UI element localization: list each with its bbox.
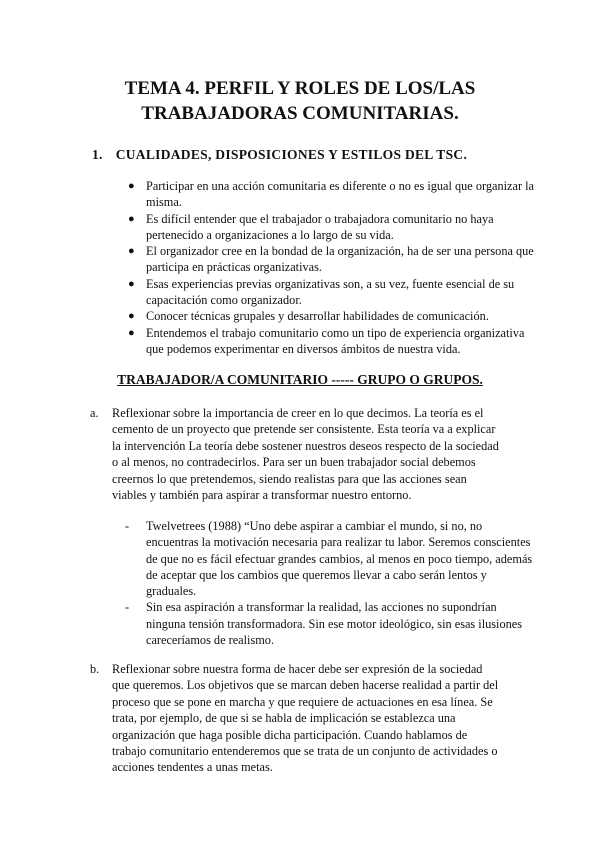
section-number: 1. — [92, 147, 103, 162]
document-title — [0, 76, 600, 126]
list-item — [128, 211, 536, 244]
section-heading-text: CUALIDADES, DISPOSICIONES Y ESTILOS DEL TSC. — [115, 147, 468, 162]
list-item — [125, 599, 536, 648]
bullet-text: Es difícil entender que el trabajador o trabajadora comunitario no haya pertenecido a organizaciones a lo largo de su vida. — [146, 211, 494, 242]
title-line-2: TRABAJADORAS COMUNITARIAS. — [141, 103, 459, 124]
list-item — [128, 276, 536, 309]
bullet-text: Participar en una acción comunitaria es diferente o no es igual que organizar la misma. — [146, 179, 534, 210]
section-heading — [92, 147, 467, 163]
paragraph-text: Reflexionar sobre la importancia de creer en lo que decimos. La teoría es el cemento de un proyecto que pretende ser consistente. Esta teoría va a explicar la intervención La teoría debe sostener nuestros deseos respecto de la sociedad o al menos, no contradecirlos. Para ser un buen trabajador social debemos creernos lo que pretendemos, siendo realistas para que las acciones sean viables y también para aspirar a transformar nuestro entorno. — [112, 406, 499, 503]
dash-list — [125, 518, 536, 648]
list-item — [125, 518, 536, 599]
bullet-text: Conocer técnicas grupales y desarrollar habilidades de comunicación. — [146, 309, 489, 324]
dash-icon: - — [125, 600, 130, 615]
subheading: TRABAJADOR/A COMUNITARIO ----- GRUPO O GRUPOS. — [117, 372, 483, 387]
bullet-icon: ● — [128, 310, 135, 323]
bullet-text: El organizador cree en la bondad de la organización, ha de ser una persona que participa en prácticas organizativas. — [146, 244, 534, 275]
bullet-text: Entendemos el trabajo comunitario como un tipo de experiencia organizativa que podemos experimentar en diversos ámbitos de nuestra vida. — [146, 325, 525, 356]
bullet-list — [128, 178, 536, 357]
bullet-icon: ● — [128, 277, 135, 290]
title-line-1: TEMA 4. PERFIL Y ROLES DE LOS/LAS — [124, 78, 476, 99]
paragraph-marker: a. — [90, 406, 99, 420]
list-item — [128, 243, 536, 276]
dash-item-text: Twelvetrees (1988) “Uno debe aspirar a cambiar el mundo, si no, no encuentras la motivación necesaria para realizar tu labor. Seremos conscientes de que no es fácil efectuar grandes cambios, al menos en poco tiempo, además de aceptar que los cambios que queremos llevar a cabo serán lentos y graduales. — [146, 519, 533, 599]
paragraph-marker: b. — [90, 662, 100, 676]
list-item — [128, 178, 536, 211]
paragraph-a — [90, 405, 502, 503]
paragraph-text: Reflexionar sobre nuestra forma de hacer debe ser expresión de la sociedad que queremos. Los objetivos que se marcan deben hacerse realidad a partir del proceso que se pone en marcha y que requiere de actuaciones en esa línea. Se trata, por ejemplo, de que si se habla de implicación se establezca una organización que haga posible dicha participación. Cuando hablamos de trabajo comunitario entenderemos que se trata de un conjunto de actividades o acciones tendentes a unas metas. — [112, 662, 499, 775]
dash-icon: - — [125, 519, 130, 533]
list-item — [128, 308, 536, 324]
bullet-text: Esas experiencias previas organizativas son, a su vez, fuente esencial de su capacitación como organizador. — [146, 276, 515, 308]
bullet-icon: ● — [128, 180, 135, 192]
bullet-icon: ● — [128, 326, 135, 339]
bullet-icon: ● — [128, 245, 135, 258]
paragraph-b — [90, 661, 502, 776]
bullet-icon: ● — [128, 212, 135, 225]
dash-item-text: Sin esa aspiración a transformar la realidad, las acciones no supondrían ninguna tensión transformadora. Sin ese motor ideológico, sin esas ilusiones careceríamos de realismo. — [146, 600, 523, 648]
list-item — [128, 325, 536, 358]
